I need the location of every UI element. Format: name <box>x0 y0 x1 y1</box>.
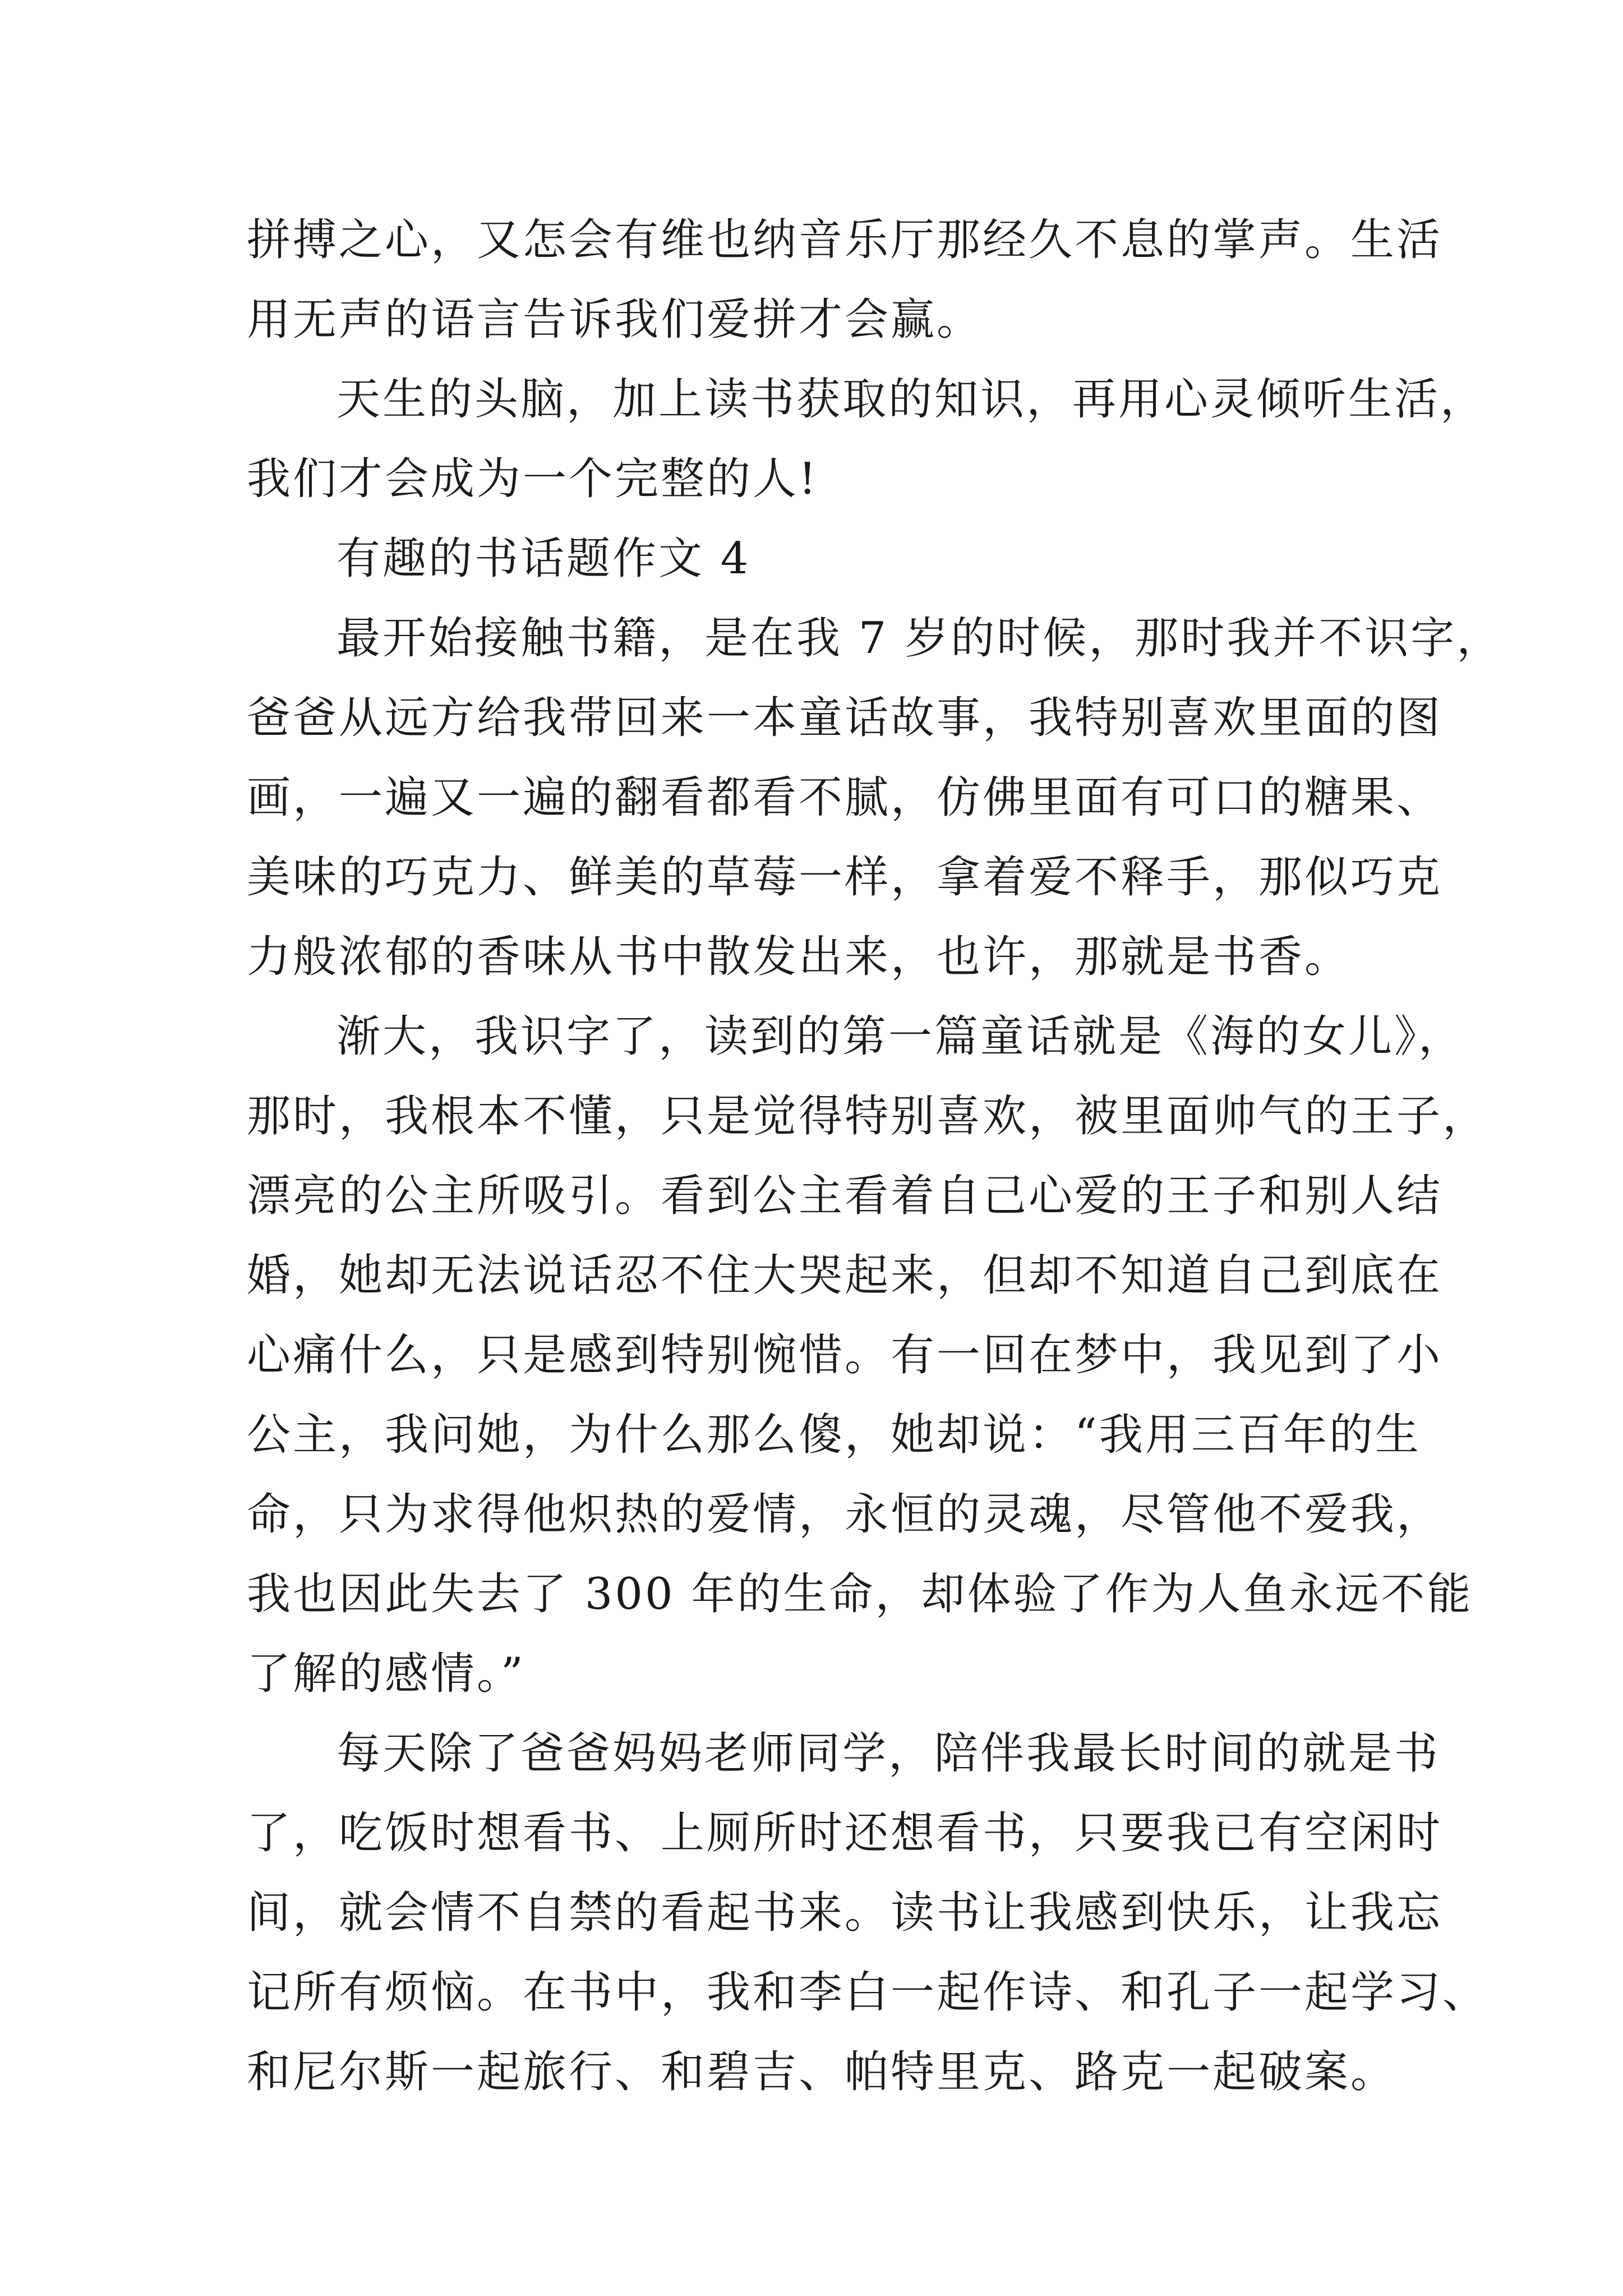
text-line: 间，就会情不自禁的看起书来。读书让我感到快乐，让我忘 <box>247 1888 1443 1938</box>
text-line: 每天除了爸爸妈妈老师同学，陪伴我最长时间的就是书 <box>336 1728 1441 1779</box>
text-line: 我也因此失去了 300 年的生命，却体验了作为人鱼永远不能 <box>247 1569 1473 1619</box>
text-line: 那时，我根本不懂，只是觉得特别喜欢，被里面帅气的王子， <box>247 1091 1489 1142</box>
text-line: 命，只为求得他炽热的爱情，永恒的灵魂，尽管他不爱我， <box>247 1489 1443 1540</box>
text-line: 最开始接触书籍，是在我 7 岁的时候，那时我并不识字， <box>336 613 1503 664</box>
text-line: 画，一遍又一遍的翻看都看不腻，仿佛里面有可口的糖果、 <box>247 772 1443 823</box>
text-line: 力般浓郁的香味从书中散发出来，也许，那就是书香。 <box>247 932 1351 982</box>
text-line: 了，吃饭时想看书、上厕所时还想看书，只要我已有空闲时 <box>247 1808 1443 1858</box>
text-line: 我们才会成为一个完整的人! <box>247 454 819 504</box>
text-line: 和尼尔斯一起旅行、和碧吉、帕特里克、路克一起破案。 <box>247 2047 1397 2097</box>
text-line: 美味的巧克力、鲜美的草莓一样，拿着爱不释手，那似巧克 <box>247 852 1443 903</box>
text-line: 漂亮的公主所吸引。看到公主看着自己心爱的王子和别人结 <box>247 1171 1443 1221</box>
text-line: 心痛什么，只是感到特别惋惜。有一回在梦中，我见到了小 <box>247 1330 1443 1381</box>
text-line: 拼搏之心，又怎会有维也纳音乐厅那经久不息的掌声。生活 <box>247 215 1443 265</box>
text-line: 了解的感情。” <box>247 1649 525 1699</box>
text-line: 婚，她却无法说话忍不住大哭起来，但却不知道自己到底在 <box>247 1250 1443 1301</box>
section-heading: 有趣的书话题作文 4 <box>336 533 751 584</box>
text-line: 天生的头脑，加上读书获取的知识，再用心灵倾听生活， <box>336 374 1487 425</box>
text-line: 用无声的语言告诉我们爱拼才会赢。 <box>247 295 983 345</box>
text-line: 渐大，我识字了，读到的第一篇童话就是《海的女儿》， <box>336 1011 1465 1062</box>
text-line: 记所有烦恼。在书中，我和李白一起作诗、和孔子一起学习、 <box>247 1967 1489 2018</box>
text-line: 爸爸从远方给我带回来一本童话故事，我特别喜欢里面的图 <box>247 693 1443 743</box>
text-line: 公主，我问她，为什么那么傻，她却说：“我用三百年的生 <box>247 1410 1421 1460</box>
